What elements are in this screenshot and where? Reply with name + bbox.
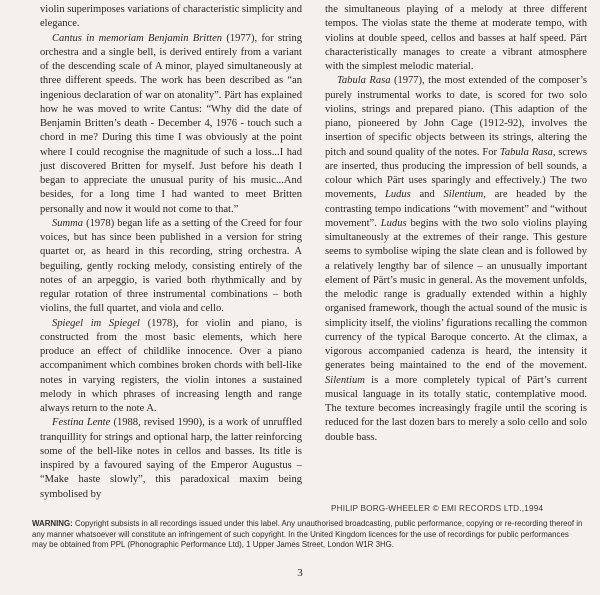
paragraph-summa: Summa (1978) began life as a setting of the Creed for four voices, but has since been published in a version for string quartet or, as heard in this recording, string orchestra. A beguiling, gently rocking melody, consisting entirely of the notes of an arpeggio, is varied both rhythmically and by regular rotation of three instrumental combinations – both violins, the full quartet, and viola and cello. [40, 217, 302, 315]
warning-text: Copyright subsists in all recordings issued under this label. Any unauthorised broadcasting, public performance, copying or re-recording thereof in any manner whatsoever will constitute an infringement of such copyright. In the United Kingdom licences for the use of recordings for public performances may be obtained from PPL (Phonographic Performance Ltd), 1 Upper James Street, London W1R 3HG. [32, 519, 583, 550]
paragraph-cantus: Cantus in memoriam Benjamin Britten (1977), for string orchestra and a single bell, is derived entirely from a variant of the descending scale of A minor, played simultaneously at three different speeds. The work has been described as “an ingenious declaration of war on atonality”. Pärt has explained how he was moved to write Cantus: “Why did the date of Benjamin Britten’s death - December 4, 1976 - touch such a chord in me? During this time I was obviously at the point where I could recognise the magnitude of such a loss...I had just discovered Britten for myself. Just before his death I began to appreciate the unusual purity of his music...And besides, for a long time I had wanted to meet Britten personally and now it would not come to that.” [40, 32, 302, 215]
copyright-warning [32, 519, 584, 551]
left-text-column [40, 3, 302, 502]
paragraph-festina-lente-cont: the simultaneous playing of a melody at three different tempos. The violas state the theme at moderate tempo, with violins at double speed, cellos and basses at half speed. Pärt characteristically manages to create a vibrant atmosphere with the simplest melodic material. [325, 4, 587, 72]
work-title-summa: Summa [52, 217, 84, 229]
paragraph-tabula-rasa: Tabula Rasa (1977), the most extended of the composer’s purely instrumental works to date, is scored for two solo violins, strings and prepared piano. (This adaption of the piano, pioneered by John Cage (1912-92), involves the insertion of specific objects between its strings, altering the pitch and sound quality of the notes. For Tabula Rasa, screws are inserted, thus producing the impression of bell sounds, a colour which Pärt uses sparingly and effectively.) The two movements, Ludus and Silentium, are headed by the contrasting tempo indications “with movement” and “without movement”. Ludus begins with the two solo violins playing simultaneously at the extremes of their range. This gesture seems to symbolise wiping the slate clean and is followed by a relatively lengthy bar of silence – an unusually important element of Pärt’s music in general. As the movement unfolds, the melodic range is gradually extended within a highly organised framework, though the actual sound of the music is simplicity itself, the violins’ figurations recalling the common currency of the typical Baroque concerto. At the climax, a vigorous accompanied cadenza is heard, the intensity it generates being maintained to the end of the movement. Silentium is a more completely typical of Pärt’s current musical language in its totally static, contemplative mood. The texture becomes increasingly fragile until the scoring is reduced for the last dozen bars to merely a solo cello and solo double bass. [325, 75, 588, 443]
warning-label: WARNING: [32, 519, 73, 528]
paragraph-spiegel: Spiegel im Spiegel (1978), for violin and piano, is constructed from the most basic elements, which here produce an effect of childlike innocence. Over a piano accompaniment which combines broken chords with bell-like notes in varying registers, the violin intones a sustained melody in which phrases of increasing length and range always return to the note A. [40, 317, 302, 414]
paragraph-festina-lente: Festina Lente (1988, revised 1990), is a work of unruffled tranquillity for strings and optional harp, the latter reinforcing some of the bell-like notes in cellos and basses. Its title is inspired by a favoured saying of the Emperor Augustus – “Make haste slowly”, this paradoxical maxim being symbolised by [40, 417, 302, 500]
work-title-tabula-rasa: Tabula Rasa [337, 75, 391, 87]
author-credit: PHILIP BORG-WHEELER © EMI RECORDS LTD.,1994 [331, 504, 544, 513]
work-title-spiegel: Spiegel im Spiegel [52, 317, 140, 329]
page-number: 3 [297, 567, 303, 579]
paragraph-arvo-intro-end: violin superimposes variations of characteristic simplicity and elegance. [40, 4, 302, 30]
work-title-cantus: Cantus in memoriam Benjamin Britten [52, 32, 223, 44]
right-text-column [325, 3, 587, 445]
work-title-festina-lente: Festina Lente [52, 417, 111, 429]
